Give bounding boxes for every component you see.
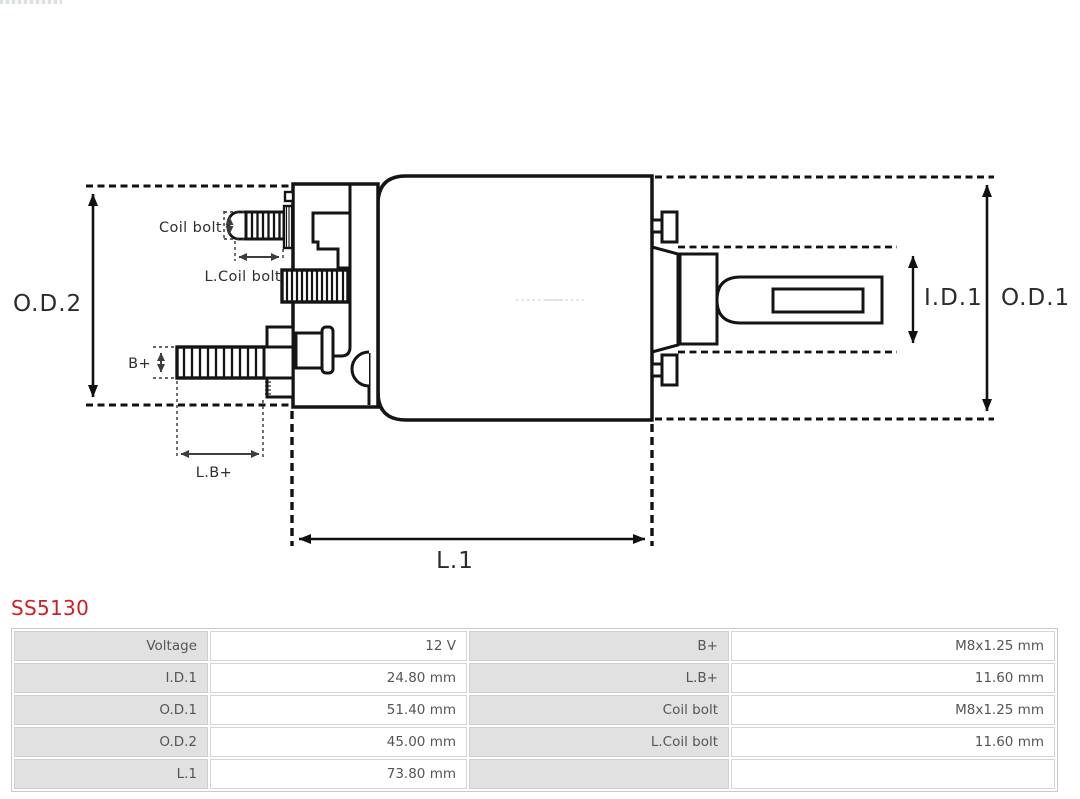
dimension-l1: [292, 411, 652, 574]
dimension-l-b-plus: [177, 381, 263, 481]
b-plus-label: B+: [128, 356, 151, 372]
od2-label: O.D.2: [13, 291, 83, 317]
spec-label-cell: L.Coil bolt: [469, 727, 729, 757]
spec-value-cell: 11.60 mm: [731, 663, 1055, 693]
spec-label-cell: [469, 759, 729, 789]
spec-value-cell: M8x1.25 mm: [731, 695, 1055, 725]
part-number: SS5130: [11, 596, 90, 620]
dimension-l-coil-bolt: [204, 241, 283, 285]
shaft-slot: [773, 289, 863, 312]
dimension-b-plus: [128, 347, 176, 378]
spec-label-cell: O.D.1: [14, 695, 208, 725]
spec-label-cell: O.D.2: [14, 727, 208, 757]
spec-value-cell: 51.40 mm: [210, 695, 467, 725]
internal-washer: [322, 327, 333, 373]
spec-value-cell: 73.80 mm: [210, 759, 467, 789]
spec-value-cell: 45.00 mm: [210, 727, 467, 757]
spec-value-cell: [731, 759, 1055, 789]
coil-bolt-label: Coil bolt: [158, 220, 222, 236]
l1-label: L.1: [436, 548, 474, 574]
l-b-plus-label: L.B+: [195, 465, 233, 481]
spec-label-cell: Voltage: [14, 631, 208, 661]
spec-label-cell: B+: [469, 631, 729, 661]
spec-label-cell: Coil bolt: [469, 695, 729, 725]
l-coil-bolt-label: L.Coil bolt: [204, 269, 281, 285]
od1-label: O.D.1: [1001, 285, 1071, 311]
spec-value-cell: 24.80 mm: [210, 663, 467, 693]
spec-label-cell: L.B+: [469, 663, 729, 693]
threaded-collar: [282, 270, 348, 302]
b-plus-terminal: [177, 327, 293, 397]
spec-label-cell: I.D.1: [14, 663, 208, 693]
spec-value-cell: M8x1.25 mm: [731, 631, 1055, 661]
spec-value-cell: 12 V: [210, 631, 467, 661]
spec-table: [11, 628, 1058, 792]
spec-label-cell: L.1: [14, 759, 208, 789]
solenoid-body: [378, 176, 652, 420]
spec-value-cell: 11.60 mm: [731, 727, 1055, 757]
id1-label: I.D.1: [924, 285, 983, 311]
plunger-shaft: [652, 247, 882, 352]
